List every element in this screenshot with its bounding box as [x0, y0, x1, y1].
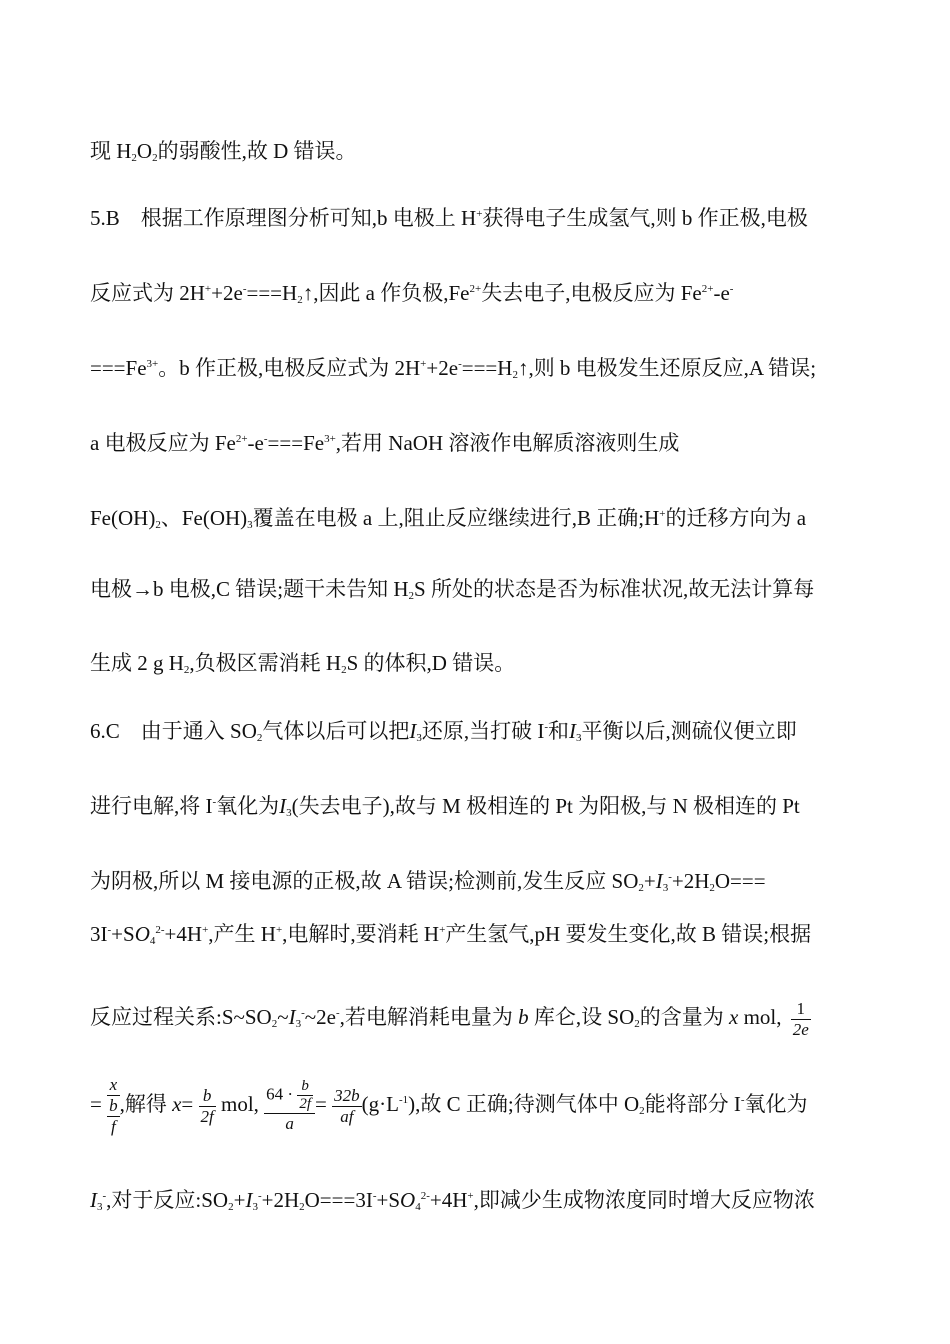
text-line-7: 电极→b 电极,C 错误;题干未告知 $H_2S$ 所处的状态是否为标准状况,故无法计算每: [90, 577, 815, 602]
fraction-x-over-b-over-f: x b f: [109, 1075, 118, 1136]
text-line-4: $===Fe^{3+}$。b 作正极,电极反应式为 $2H^++2e^-===H_2↑$,则 b 电极发生还原反应,A 错误;: [90, 356, 817, 381]
text-line-11: 为阴极,所以 M 接电源的正极,故 A 错误;检测前,发生反应 $SO_2+I_3^-+2H_2O===$: [90, 869, 766, 894]
text-line-5: a 电极反应为 $Fe^{2+}-e^-===Fe^{3+}$,若用 NaOH 溶液作电解质溶液则生成: [90, 431, 680, 455]
fraction-inner-b-over-2f: $\frac{b}{2f}$: [299, 1078, 312, 1112]
text-line-3: 反应式为 $2H^++2e^-===H_2↑$,因此 a 作负极$,Fe^{2+}$失去电子,电极反应为 $Fe^{2+}-e^-$: [90, 281, 734, 306]
text-line-14: = x b f ,解得 x= $\frac{b}{2f}$ mol, 64 · $\frac{b}{2f}$ a = $\frac{32b}{af}$ $(g\cdot L^{-1})$,故 C 正确;待测气体中 $O_2$能将部分 I-氧化为: [90, 1075, 808, 1136]
text-line-15: $I_3^-$,对于反应$:SO_2+I_3^-+2H_2O===3I^-+SO_4^{2-}+4H^+$,即减少生成物浓度同时增大反应物浓: [90, 1188, 815, 1213]
fraction-32b-over-af: $\frac{32b}{af}$: [334, 1085, 360, 1126]
fraction-b-over-2f: $\frac{b}{2f}$: [200, 1085, 214, 1126]
text-line-9: 6.C 由于通入 $SO_2$气体以后可以把$I_3$还原,当打破 I-和$I_3$平衡以后,测硫仪便立即: [90, 719, 797, 744]
text-line-12: $3I^-+SO_4^{2-}+4H^+$,产生 H+,电解时,要消耗 H+产生氢气,pH 要发生变化,故 B 错误;根据: [90, 922, 812, 947]
fraction-one-over-2e: $\frac{1}{2e}$: [792, 998, 809, 1039]
text-line-8: 生成 2 g $H_2$,负极区需消耗 $H_2S$ 的体积,D 错误。: [90, 651, 516, 676]
text-line-10: 进行电解,将 I-氧化为$I_3$(失去电子),故与 M 极相连的 Pt 为阳极,与 N 极相连的 Pt: [90, 794, 800, 819]
text-line-13: 反应过程关系$:S\sim SO_2\sim I_3^-\sim 2e^-$,若电解消耗电量为 b 库仑,设 $SO_2$的含量为 x mol, $\frac{1}{2e}$: [90, 998, 809, 1039]
text-line-6: $Fe(OH)_2$、$Fe(OH)_3$覆盖在电极 a 上,阻止反应继续进行,B 正确;H+的迁移方向为 a: [90, 506, 807, 531]
fraction-64b-over-a: 64 · $\frac{b}{2f}$ a: [264, 1078, 315, 1134]
text-line-1: 现 $H_2O_2$的弱酸性,故 D 错误。: [90, 139, 357, 164]
text-line-2: 5.B 根据工作原理图分析可知,b 电极上 H+获得电子生成氢气,则 b 作正极,电极: [90, 206, 808, 230]
